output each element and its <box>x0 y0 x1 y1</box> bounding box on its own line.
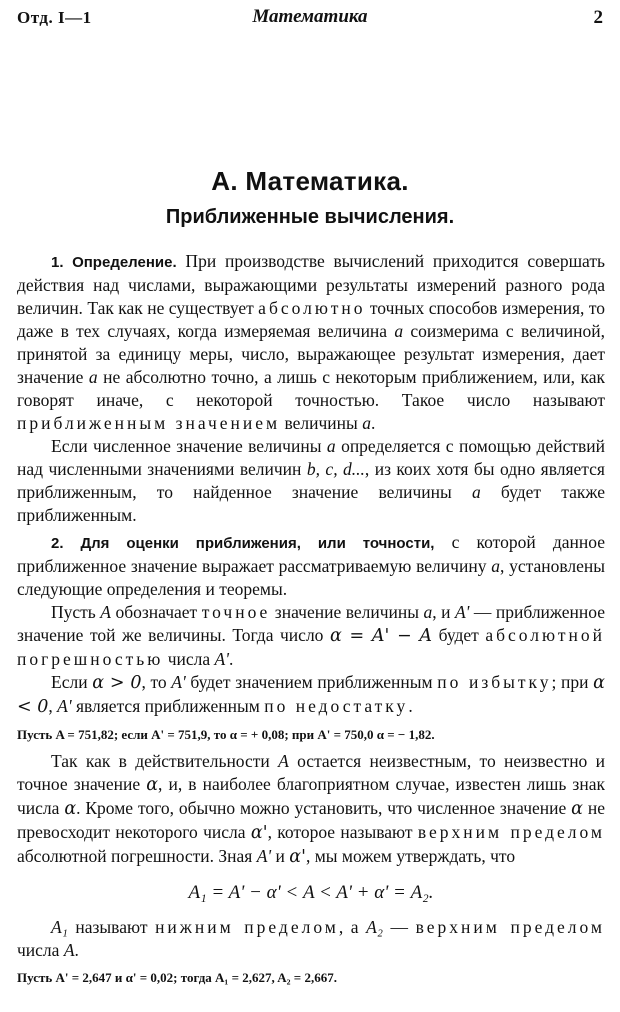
definition-label: 1. Определение. <box>51 254 177 271</box>
running-header <box>0 0 620 40</box>
body-text <box>17 250 605 993</box>
paragraph-excess-deficit: Если α > 0, то A' будет значением приближенным по избытку; при α < 0, A' является приближенным по недостатку. <box>17 672 605 717</box>
chapter-title: А. Математика. <box>211 166 409 196</box>
paragraph-upper-bound: Так как в действительности A остается неизвестным, то неизвестно и точное значение α, и, в наиболее благоприятном случае, известен лишь знак числа α. Кроме того, обычно можно установить, что численное значение α не превосходит некоторого числа α', которое называют верхним пределом абсолютной погрешности. Зная A' и α', мы можем утверждать, что <box>17 751 606 867</box>
page-number: 2 <box>593 7 603 28</box>
bounds-formula: A₁ = A' − α' < A < A' + α' = A₂. <box>188 882 434 903</box>
paragraph-derived-values: Если численное значение величины a определяется с помощью действий над численными значениями величин b, c, d..., из коих хотя бы одно является приближенным, то найденное значение величины a будет также приближенным. <box>17 436 605 525</box>
section-label: Отд. I—1 <box>17 8 92 27</box>
paragraph-definition: 1. Определение. При производстве вычислений приходится совершать действия над числами, выражающими результаты измерений разного рода величин. Так как не существует абсолютно точных способов измерения, то даже в тех случаях, когда измеряемая величина a соизмерима с величиной, принятой за единицу меры, число, выражающее результат измерения, дает значение a не абсолютно точно, а лишь с некоторым приближением, или, как говорят иначе, с некоторой точностью. Такое число называют приближенным значением величины a. <box>17 251 606 433</box>
paragraph-accuracy: 2. Для оценки приближения, или точности, с которой данное приближенное значение выражает рассматриваемую величину a, установлены следующие определения и теоремы. <box>17 532 605 599</box>
paragraph-limits: A₁ называют нижним пределом, а A₂ — верхним пределом числа A. <box>17 917 605 960</box>
paragraph-absolute-error: Пусть A обозначает точное значение величины a, и A' — приближенное значение той же величины. Тогда число α = A' − A будет абсолютной погрешностью числа A'. <box>17 602 606 669</box>
example-limits: Пусть A' = 2,647 и α' = 0,02; тогда A₁ = 2,627, A₂ = 2,667. <box>17 970 337 985</box>
section-title: Приближенные вычисления. <box>165 206 455 228</box>
running-title: Математика <box>252 6 368 27</box>
example-absolute-error: Пусть A = 751,82; если A' = 751,9, то α = + 0,08; при A' = 750,0 α = − 1,82. <box>17 727 435 742</box>
accuracy-label: 2. Для оценки приближения, или точности, <box>51 535 435 552</box>
